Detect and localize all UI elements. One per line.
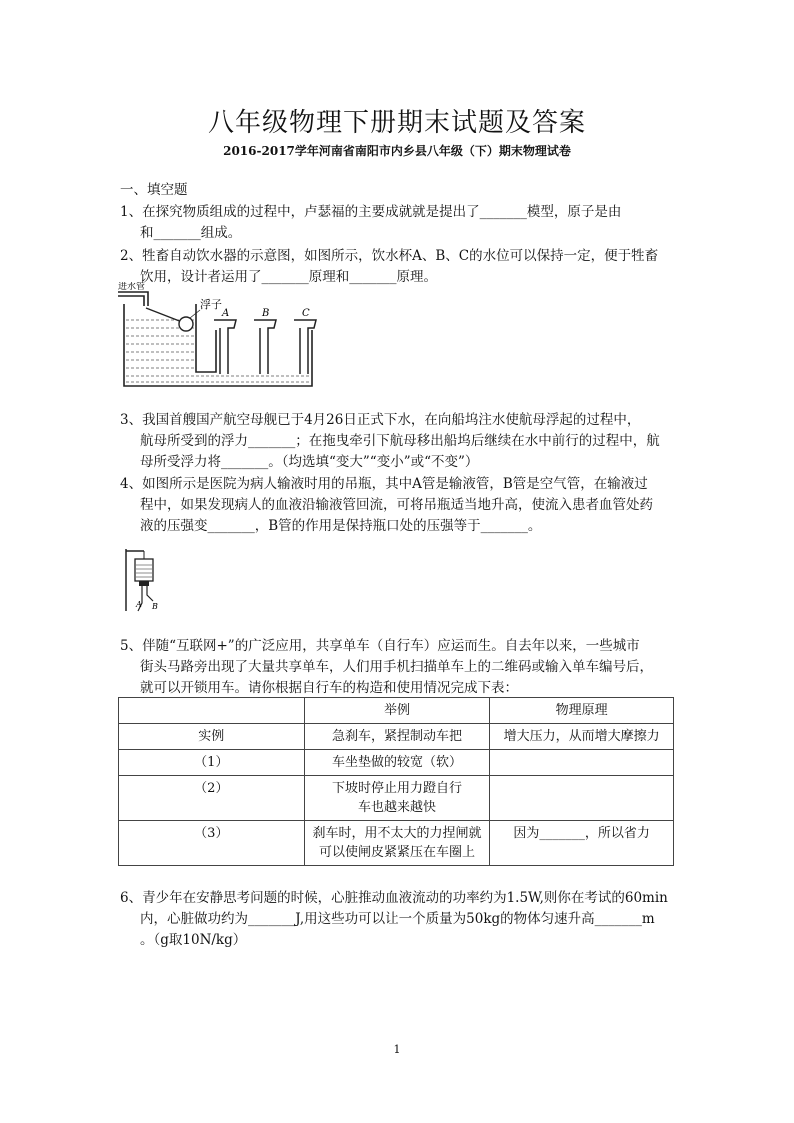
table-cell bbox=[490, 750, 674, 776]
q3-line-2: 航母所受到的浮力_______；在拖曳牵引下航母移出船坞后继续在水中前行的过程中，航 bbox=[140, 433, 660, 449]
table-header-cell: 举例 bbox=[304, 698, 490, 724]
tube-a-label: A bbox=[136, 600, 142, 609]
cup-a-label: A bbox=[222, 308, 230, 319]
q5-line-2: 街头马路旁出现了大量共享单车，人们用手机扫描单车上的二维码或输入单车编号后， bbox=[140, 659, 653, 675]
table-row bbox=[119, 724, 674, 750]
cup-c-label: C bbox=[302, 308, 310, 319]
tube-b-label: B bbox=[152, 602, 158, 611]
q3-line-3: 母所受浮力将_______。（均选填“变大”“变小”或“不变”） bbox=[140, 454, 479, 470]
q4-line-3: 液的压强变_______，B管的作用是保持瓶口处的压强等于_______。 bbox=[140, 518, 542, 534]
drinking-device-figure bbox=[116, 282, 326, 392]
table-header-row bbox=[119, 698, 674, 724]
table-cell: （3） bbox=[119, 821, 305, 866]
page-subtitle: 2016-2017学年河南省南阳市内乡县八年级（下）期末物理试卷 bbox=[223, 144, 571, 158]
table-cell: 急刹车，紧捏制动车把 bbox=[304, 724, 490, 750]
q1-line-1: 1、在探究物质组成的过程中，卢瑟福的主要成就就是提出了_______模型，原子是由 bbox=[120, 204, 622, 220]
inlet-label: 进水管 bbox=[118, 282, 146, 292]
table-cell: 刹车时，用不太大的力捏闸就可以使闸皮紧紧压在车圈上 bbox=[304, 821, 490, 866]
table-row bbox=[119, 776, 674, 821]
table-header-cell bbox=[119, 698, 305, 724]
table-cell: 因为_______，所以省力 bbox=[490, 821, 674, 866]
q2-line-1: 2、牲畜自动饮水器的示意图，如图所示，饮水杯A、B、C的水位可以保持一定，便于牲畜 bbox=[120, 248, 659, 264]
table-cell: 下坡时停止用力蹬自行车也越来越快 bbox=[304, 776, 490, 821]
table-cell: 车坐垫做的较宽（软） bbox=[304, 750, 490, 776]
page-number: 1 bbox=[393, 1043, 401, 1056]
table-row bbox=[119, 750, 674, 776]
q1-line-2: 和_______组成。 bbox=[140, 225, 242, 241]
q6-line-2: 内，心脏做功约为_______J,用这些功可以让一个质量为50kg的物体匀速升高_______m bbox=[140, 911, 655, 927]
q5-line-1: 5、伴随“互联网+”的广泛应用，共享单车（自行车）应运而生。自去年以来，一些城市 bbox=[120, 638, 640, 654]
iv-bottle-figure bbox=[120, 545, 164, 613]
section-heading: 一、填空题 bbox=[120, 182, 188, 198]
table-cell: （2） bbox=[119, 776, 305, 821]
q4-line-1: 4、如图所示是医院为病人输液时用的吊瓶，其中A管是输液管，B管是空气管，在输液过 bbox=[120, 476, 648, 492]
float-ball bbox=[179, 317, 193, 331]
q3-line-1: 3、我国首艘国产航空母舰已于4月26日正式下水，在向船坞注水使航母浮起的过程中， bbox=[120, 412, 641, 428]
float-label: 浮子 bbox=[200, 298, 222, 311]
q6-line-3: 。（g取10N/kg） bbox=[140, 932, 247, 948]
table-cell: 实例 bbox=[119, 724, 305, 750]
table-cell: 增大压力，从而增大摩擦力 bbox=[490, 724, 674, 750]
table-row bbox=[119, 821, 674, 866]
table-cell: （1） bbox=[119, 750, 305, 776]
cup-b-label: B bbox=[262, 308, 270, 319]
bicycle-table bbox=[118, 697, 674, 866]
table-cell bbox=[490, 776, 674, 821]
q5-line-3: 就可以开锁用车。请你根据自行车的构造和使用情况完成下表： bbox=[140, 680, 518, 696]
q4-line-2: 程中，如果发现病人的血液沿输液管回流，可将吊瓶适当地升高，使流入患者血管处药 bbox=[140, 497, 653, 513]
page-title: 八年级物理下册期末试题及答案 bbox=[207, 108, 586, 138]
q6-line-1: 6、青少年在安静思考问题的时候，心脏推动血液流动的功率约为1.5W,则你在考试的60min bbox=[120, 890, 668, 906]
q2-line-2: 饮用，设计者运用了_______原理和_______原理。 bbox=[140, 269, 437, 285]
table-header-cell: 物理原理 bbox=[490, 698, 674, 724]
